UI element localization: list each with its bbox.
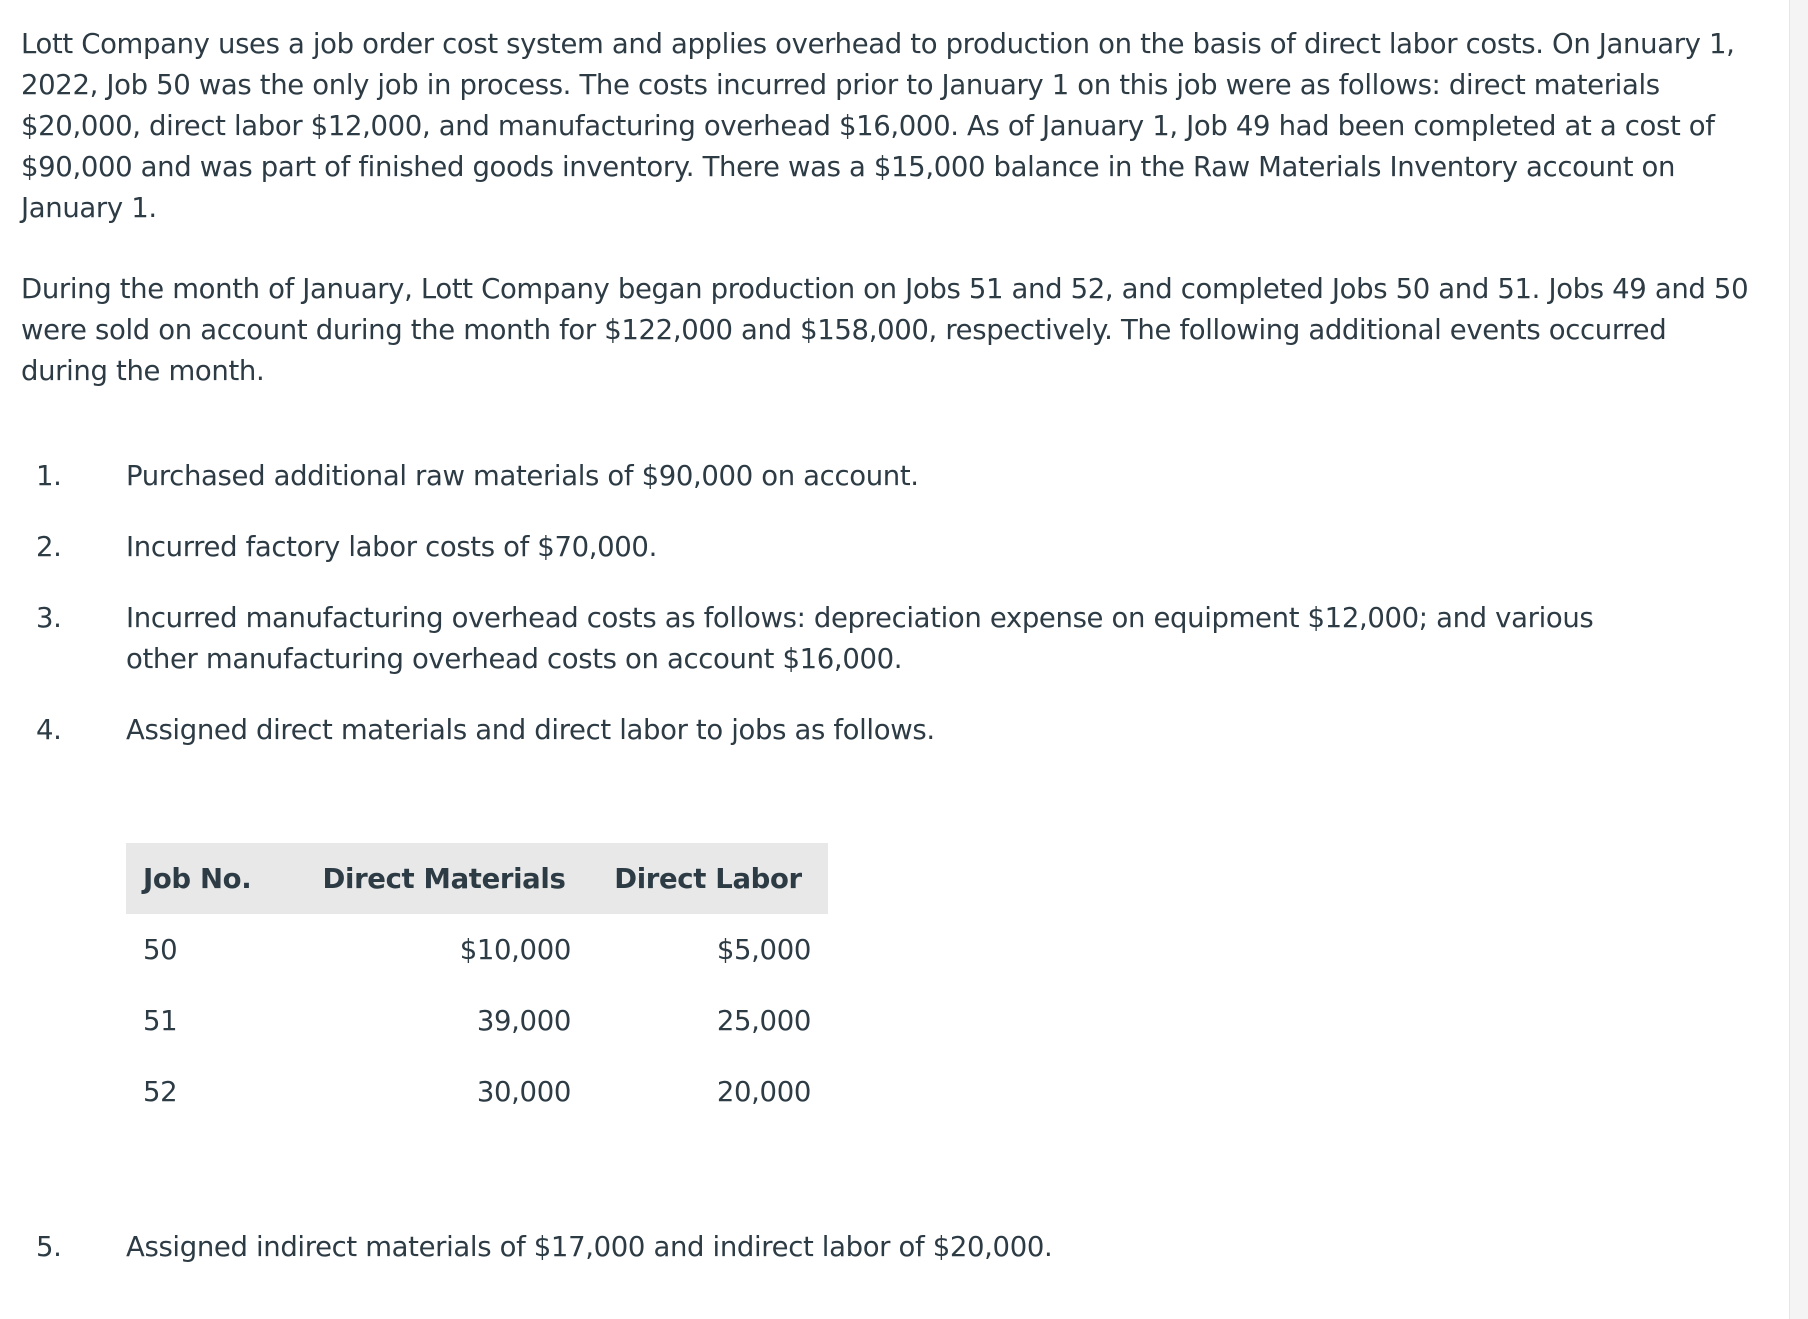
list-item bbox=[21, 1227, 1761, 1268]
cell-direct-materials: $10,000 bbox=[459, 933, 571, 966]
list-item-number: 2. bbox=[36, 531, 62, 563]
events-list-continued bbox=[21, 1227, 1761, 1268]
list-item-number: 4. bbox=[36, 714, 62, 746]
table-header-row bbox=[126, 843, 828, 914]
list-item bbox=[21, 710, 1761, 751]
list-item bbox=[21, 456, 1761, 497]
list-item bbox=[21, 598, 1761, 680]
cell-direct-materials: 39,000 bbox=[476, 1004, 571, 1037]
header-job-no: Job No. bbox=[143, 862, 252, 895]
cell-direct-labor: 20,000 bbox=[716, 1075, 811, 1108]
header-direct-materials: Direct Materials bbox=[322, 862, 566, 895]
list-item-number: 1. bbox=[36, 460, 62, 492]
events-list bbox=[21, 456, 1761, 751]
cell-job-no: 51 bbox=[143, 1004, 178, 1037]
list-item bbox=[21, 527, 1761, 568]
list-item-text: Assigned indirect materials of $17,000 and indirect labor of $20,000. bbox=[126, 1231, 1053, 1263]
cell-direct-labor: 25,000 bbox=[716, 1004, 811, 1037]
problem-content bbox=[21, 24, 1761, 1298]
table-row bbox=[126, 1056, 828, 1127]
jobs-table-container bbox=[126, 843, 1761, 1127]
cell-job-no: 50 bbox=[143, 933, 178, 966]
cell-job-no: 52 bbox=[143, 1075, 178, 1108]
intro-paragraph-2: During the month of January, Lott Company began production on Jobs 51 and 52, and completed Jobs 50 and 51. Jobs 49 and 50 were sold on account during the month for $122,000 and $158,000, respectively. The following additional events occurred during the month. bbox=[21, 273, 1749, 387]
header-direct-labor: Direct Labor bbox=[614, 862, 802, 895]
scrollbar[interactable] bbox=[1789, 0, 1808, 1319]
list-item-number: 3. bbox=[36, 602, 62, 634]
table-row bbox=[126, 985, 828, 1056]
list-item-text: Purchased additional raw materials of $90,000 on account. bbox=[126, 460, 919, 492]
list-item-number: 5. bbox=[36, 1231, 62, 1263]
list-item-text: Assigned direct materials and direct labor to jobs as follows. bbox=[126, 714, 935, 746]
list-item-text: Incurred factory labor costs of $70,000. bbox=[126, 531, 657, 563]
cell-direct-labor: $5,000 bbox=[716, 933, 811, 966]
cell-direct-materials: 30,000 bbox=[476, 1075, 571, 1108]
jobs-table bbox=[126, 843, 828, 1127]
list-item-text: Incurred manufacturing overhead costs as follows: depreciation expense on equipment $12,000; and various other manufacturing overhead costs on account $16,000. bbox=[126, 602, 1594, 675]
intro-paragraph-1: Lott Company uses a job order cost system and applies overhead to production on the basis of direct labor costs. On January 1, 2022, Job 50 was the only job in process. The costs incurred prior to January 1 on this job were as follows: direct materials $20,000, direct labor $12,000, and manufacturing overhead $16,000. As of January 1, Job 49 had been completed at a cost of $90,000 and was part of finished goods inventory. There was a $15,000 balance in the Raw Materials Inventory account on January 1. bbox=[21, 28, 1735, 224]
table-row bbox=[126, 914, 828, 985]
